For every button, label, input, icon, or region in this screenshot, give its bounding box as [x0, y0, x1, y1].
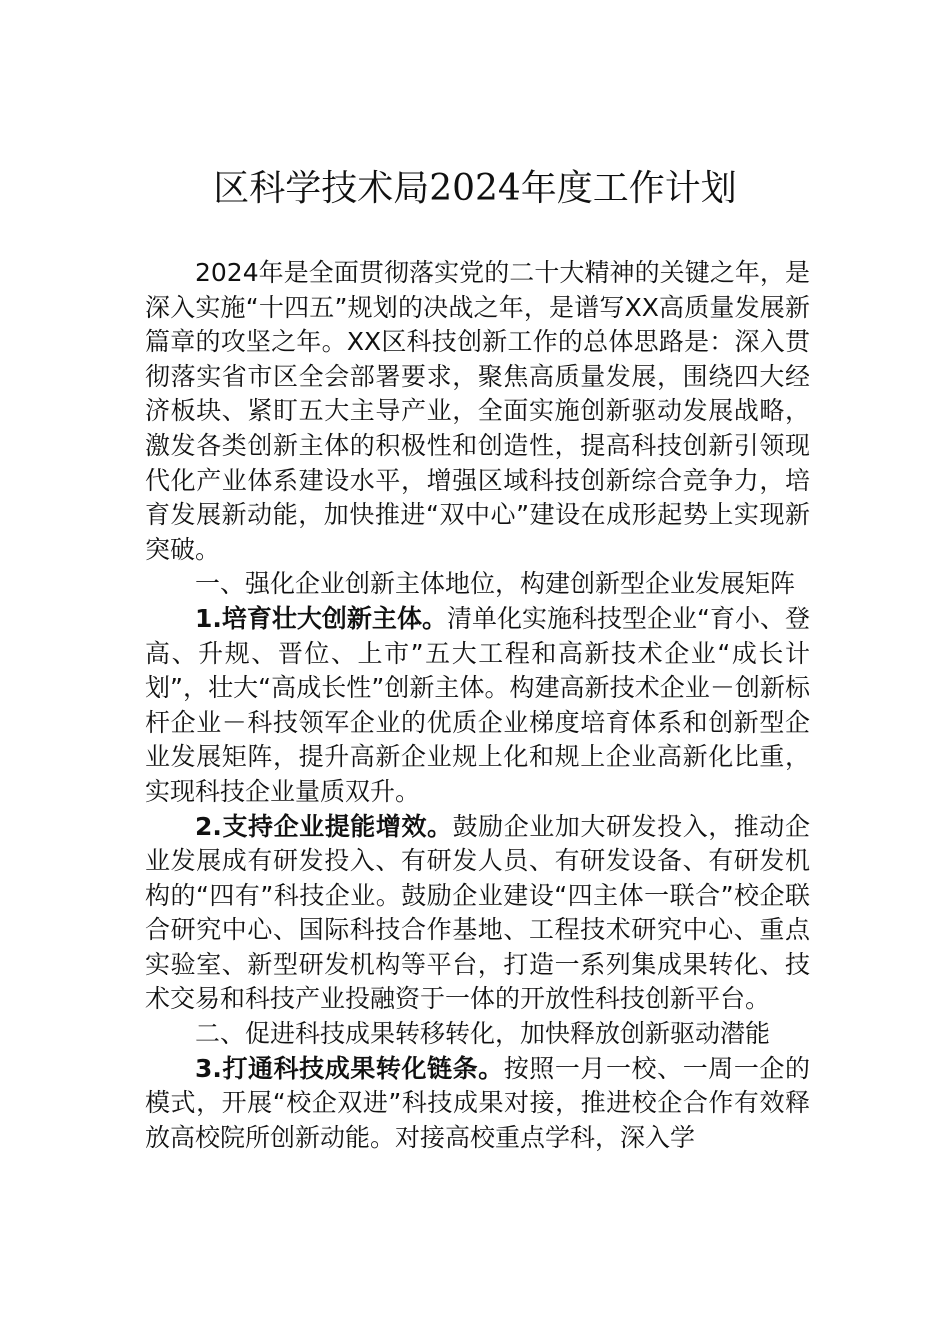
item-lead: 2.支持企业提能增效。 — [195, 811, 453, 841]
item-text: 清单化实施科技型企业“育小、登高、升规、晋位、上市”五大工程和高新技术企业“成长计划”，壮大“高成长性”创新主体。构建高新技术企业－创新标杆企业－科技领军企业的优质企业梯度培育体系和创新型企业发展矩阵，提升高新企业规上化和规上企业高新化比重，实现科技企业量质双升。 — [145, 603, 810, 806]
section-heading: 二、促进科技成果转移转化，加快释放创新驱动潜能 — [195, 1019, 771, 1049]
list-item — [145, 1052, 810, 1156]
section-heading: 一、强化企业创新主体地位，构建创新型企业发展矩阵 — [195, 569, 796, 599]
item-text: 鼓励企业加大研发投入，推动企业发展成有研发投入、有研发人员、有研发设备、有研发机构的“四有”科技企业。鼓励企业建设“四主体一联合”校企联合研究中心、国际科技合作基地、工程技术研究中心、重点实验室、新型研发机构等平台，打造一系列集成果转化、技术交易和科技产业投融资于一体的开放性科技创新平台。 — [145, 811, 810, 1014]
item-text: 按照一月一校、一周一企的模式，开展“校企双进”科技成果对接，推进校企合作有效释放高校院所创新动能。对接高校重点学科，深入学 — [145, 1053, 810, 1152]
item-lead: 1.培育壮大创新主体。 — [195, 603, 447, 633]
list-item — [145, 810, 810, 1018]
item-lead: 3.打通科技成果转化链条。 — [195, 1053, 504, 1083]
document-body — [145, 256, 810, 1155]
list-item — [145, 602, 810, 810]
document-title: 区科学技术局2024年度工作计划 — [213, 168, 737, 209]
intro-paragraph: 2024年是全面贯彻落实党的二十大精神的关键之年，是深入实施“十四五”规划的决战之年，是谱写XX高质量发展新篇章的攻坚之年。XX区科技创新工作的总体思路是：深入贯彻落实省市区全会部署要求，聚焦高质量发展，围绕四大经济板块、紧盯五大主导产业，全面实施创新驱动发展战略，激发各类创新主体的积极性和创造性，提高科技创新引领现代化产业体系建设水平，增强区域科技创新综合竞争力，培育发展新动能，加快推进“双中心”建设在成形起势上实现新突破。 — [145, 258, 810, 564]
